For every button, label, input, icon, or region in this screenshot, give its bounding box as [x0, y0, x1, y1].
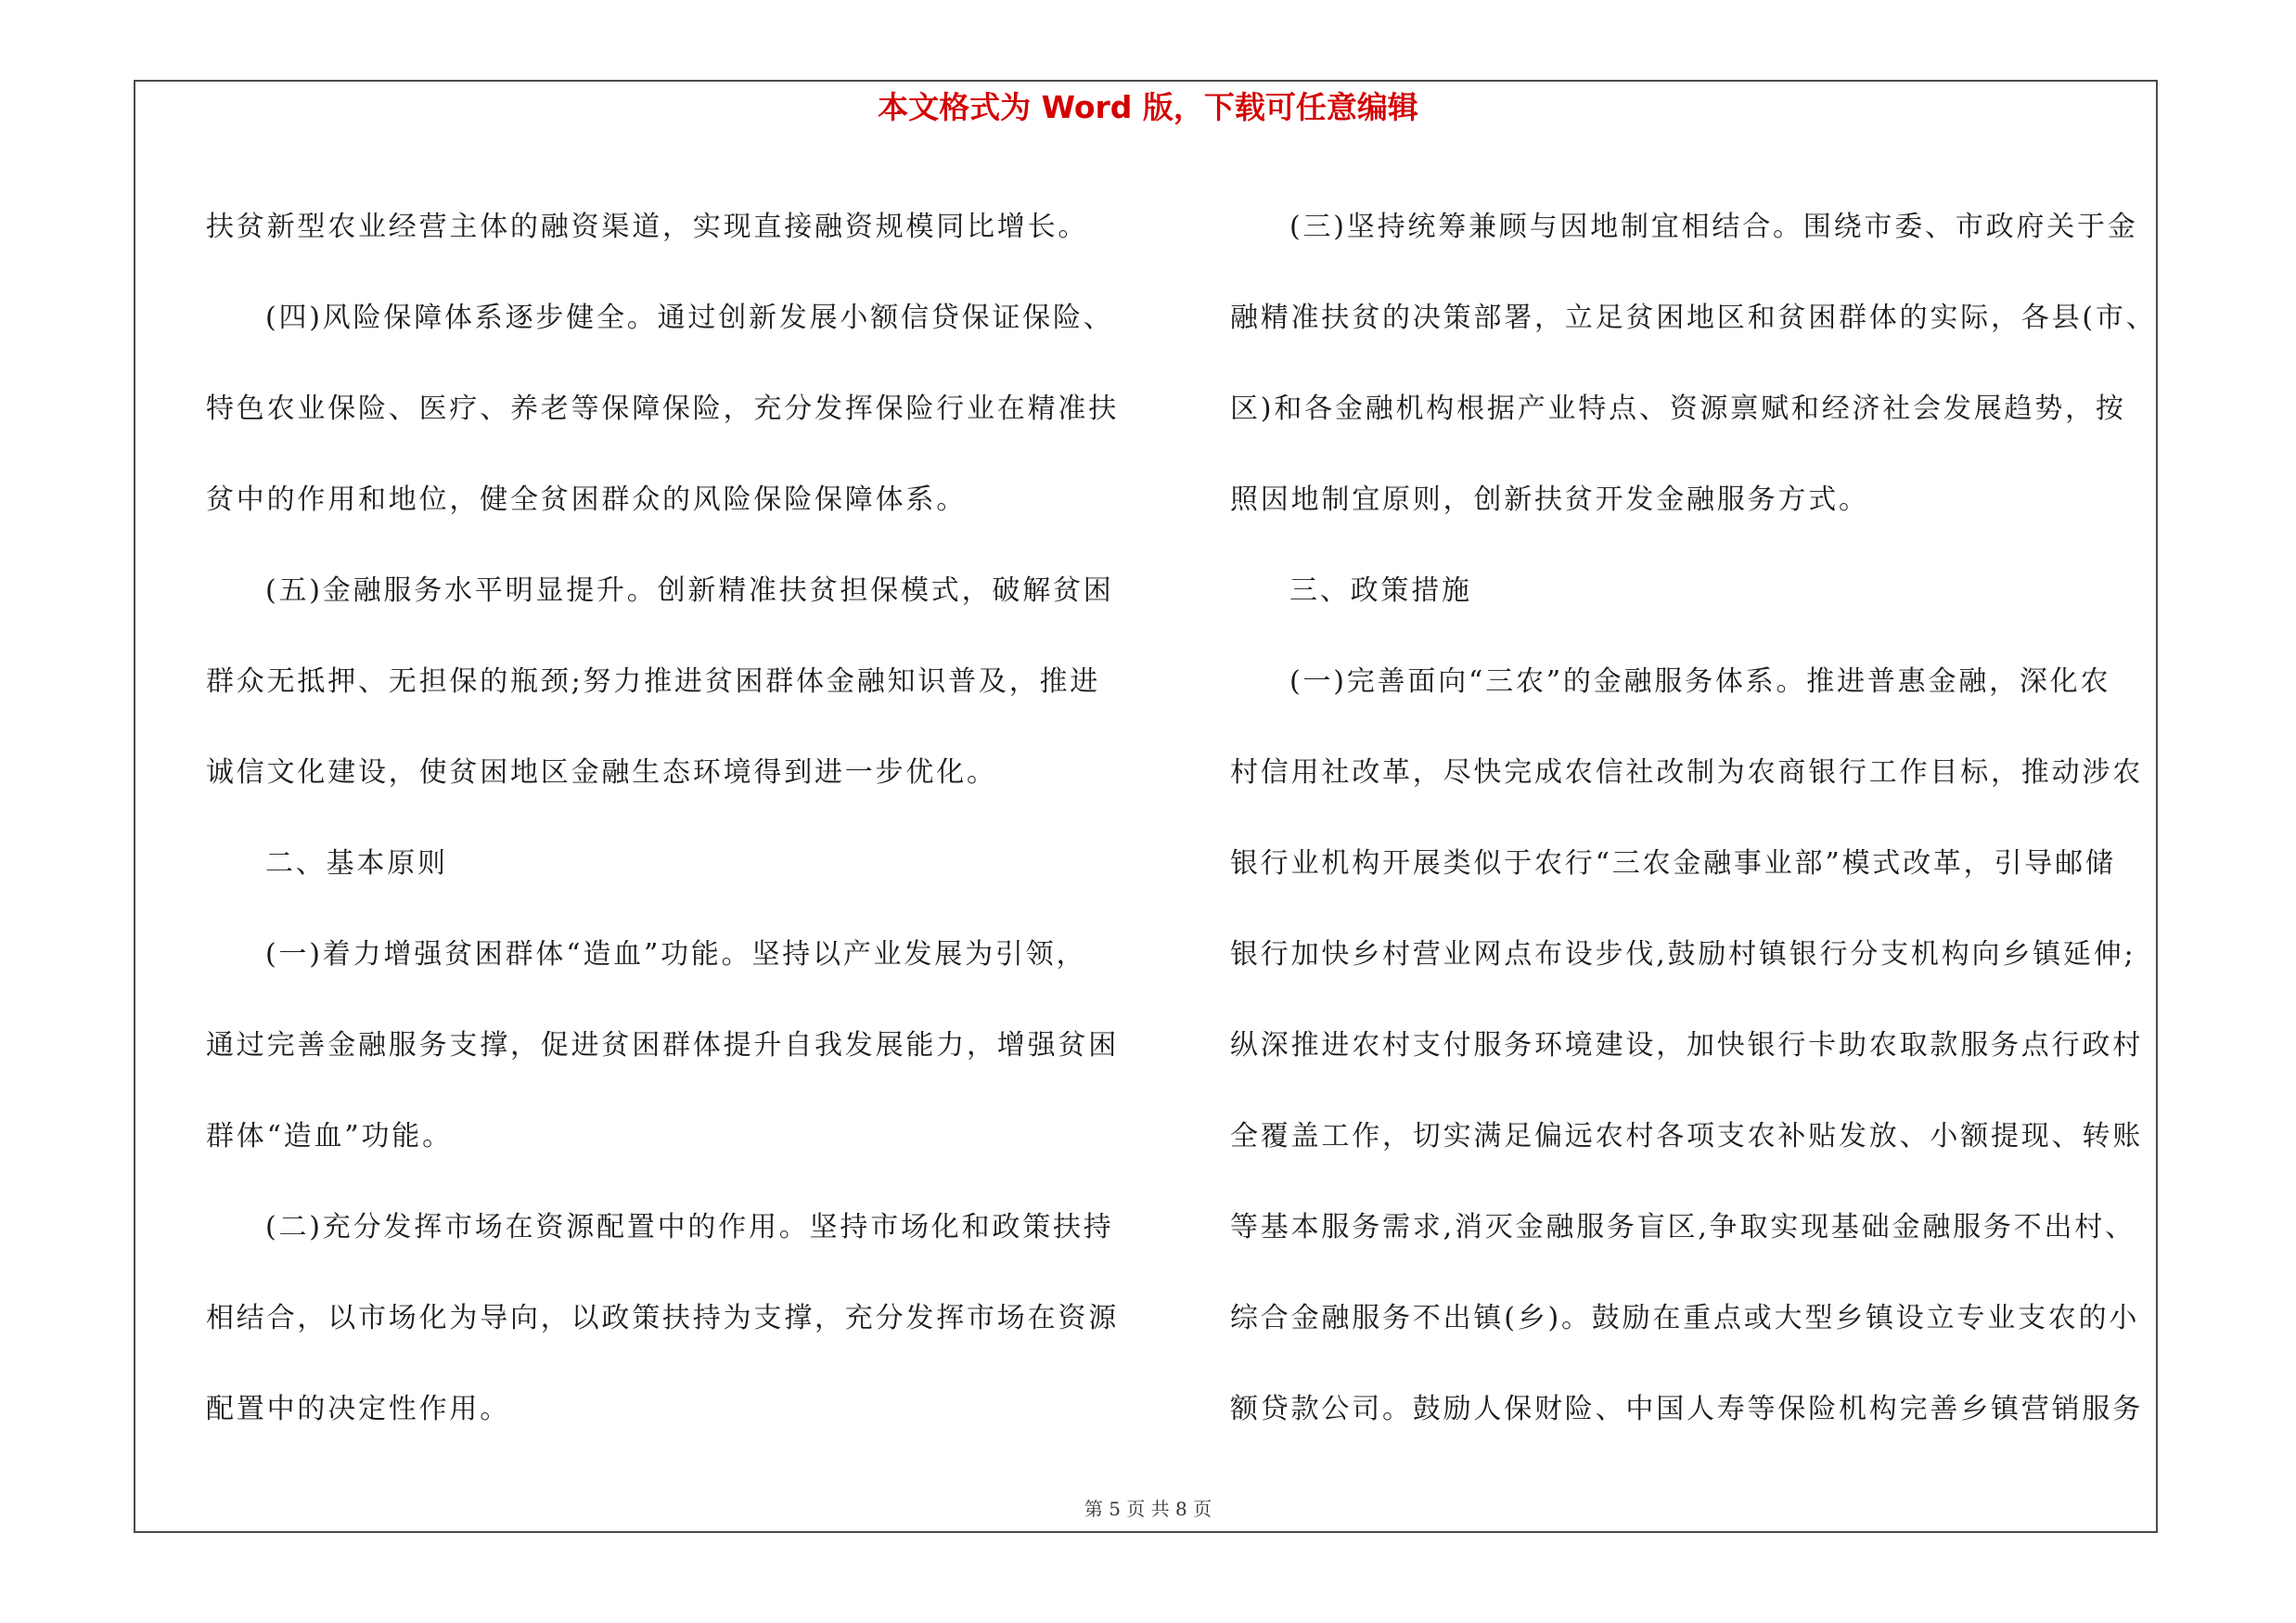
text-line: 特色农业保险、医疗、养老等保障保险，充分发挥保险行业在精准扶 [206, 393, 1119, 425]
left-column [206, 182, 1134, 1455]
text-line: 银行加快乡村营业网点布设步伐,鼓励村镇银行分支机构向乡镇延伸; [1230, 938, 2136, 971]
right-column [1230, 182, 2158, 1455]
text-line: 通过完善金融服务支撑，促进贫困群体提升自我发展能力，增强贫困 [206, 1029, 1119, 1062]
text-line: (二)充分发挥市场在资源配置中的作用。坚持市场化和政策扶持 [265, 1211, 1114, 1243]
text-line: 全覆盖工作，切实满足偏远农村各项支农补贴发放、小额提现、转账 [1230, 1120, 2143, 1153]
text-line: (一)完善面向“三农”的金融服务体系。推进普惠金融，深化农 [1289, 665, 2111, 698]
text-line: 融精准扶贫的决策部署，立足贫困地区和贫困群体的实际，各县(市、 [1230, 302, 2157, 334]
text-line: 相结合，以市场化为导向，以政策扶持为支撑，充分发挥市场在资源 [206, 1302, 1119, 1334]
text-line: 区)和各金融机构根据产业特点、资源禀赋和经济社会发展趋势，按 [1230, 393, 2126, 425]
section-heading: 三、政策措施 [1289, 574, 1472, 607]
text-line: 群众无抵押、无担保的瓶颈;努力推进贫困群体金融知识普及，推进 [206, 665, 1101, 698]
text-line: 扶贫新型农业经营主体的融资渠道，实现直接融资规模同比增长。 [206, 211, 1089, 243]
text-line: 贫中的作用和地位，健全贫困群众的风险保险保障体系。 [206, 483, 967, 516]
section-heading: 二、基本原则 [265, 847, 448, 880]
text-line: 配置中的决定性作用。 [206, 1393, 510, 1425]
download-banner: 本文格式为 Word 版，下载可任意编辑 [878, 89, 1418, 125]
text-line: (三)坚持统筹兼顾与因地制宜相结合。围绕市委、市政府关于金 [1289, 211, 2138, 243]
text-line: 照因地制宜原则，创新扶贫开发金融服务方式。 [1230, 483, 1869, 516]
text-line: 等基本服务需求,消灭金融服务盲区,争取实现基础金融服务不出村、 [1230, 1211, 2136, 1243]
text-line: 纵深推进农村支付服务环境建设，加快银行卡助农取款服务点行政村 [1230, 1029, 2143, 1062]
text-line: 综合金融服务不出镇(乡)。鼓励在重点或大型乡镇设立专业支农的小 [1230, 1302, 2140, 1334]
text-line: (一)着力增强贫困群体“造血”功能。坚持以产业发展为引领， [265, 938, 1087, 971]
text-line: 诚信文化建设，使贫困地区金融生态环境得到进一步优化。 [206, 756, 997, 789]
text-line: 银行业机构开展类似于农行“三农金融事业部”模式改革，引导邮储 [1230, 847, 2116, 880]
text-line: (五)金融服务水平明显提升。创新精准扶贫担保模式，破解贫困 [265, 574, 1114, 607]
text-line: 额贷款公司。鼓励人保财险、中国人寿等保险机构完善乡镇营销服务 [1230, 1393, 2143, 1425]
page-number: 第 5 页 共 8 页 [1084, 1498, 1212, 1520]
text-line: 村信用社改革，尽快完成农信社改制为农商银行工作目标，推动涉农 [1230, 756, 2143, 789]
text-line: (四)风险保障体系逐步健全。通过创新发展小额信贷保证保险、 [265, 302, 1114, 334]
text-line: 群体“造血”功能。 [206, 1120, 453, 1153]
